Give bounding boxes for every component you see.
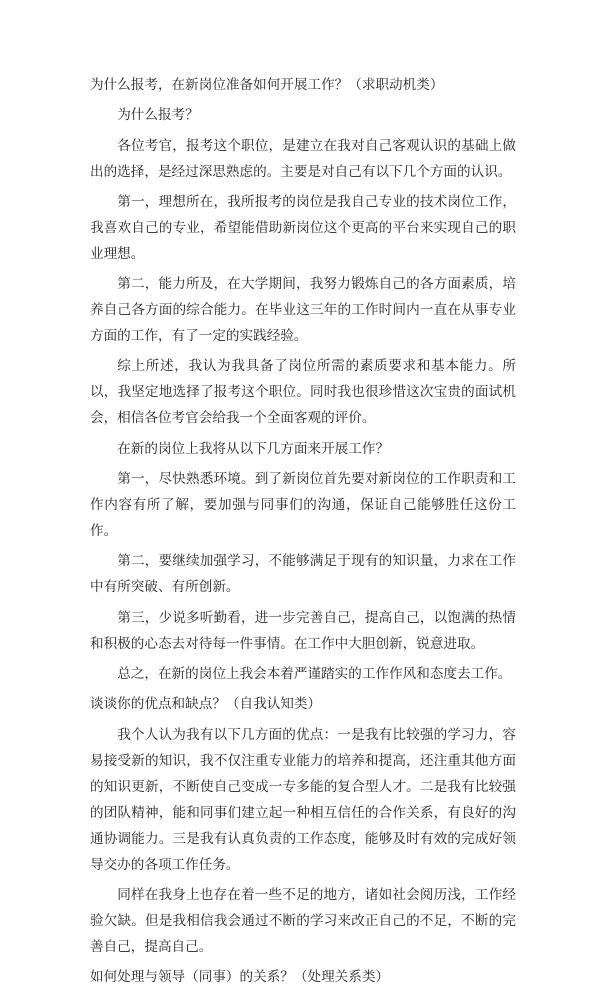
paragraph: 第二，能力所及，在大学期间，我努力锻炼自己的各方面素质，培养自己各方面的综合能力。在毕业这三年的工作时间内一直在从事专业方面的工作，有了一定的实践经验。: [90, 276, 516, 345]
paragraph: 第三，少说多听勤看，进一步完善自己，提高自己，以饱满的热情和积极的心态去对待每一件事情。在工作中大胆创新，锐意进取。: [90, 609, 516, 652]
heading-self-awareness: 谈谈你的优点和缺点？（自我认知类）: [90, 696, 322, 713]
subheading-why-apply: 为什么报考？: [117, 107, 199, 124]
paragraph: 我个人认为我有以下几方面的优点：一是我有比较强的学习力，容易接受新的知识，我不仅注重专业能力的培养和提高，还注重其他方面的知识更新，不断使自己变成一专多能的复合型人才。二是我有比较强的团队精神，能和同事们建立起一种相互信任的合作关系，有良好的沟通协调能力。三是我有认真负责的工作态度，能够及时有效的完成好领导交办的各项工作任务。: [90, 726, 516, 873]
heading-motivation: 为什么报考，在新岗位准备如何开展工作？（求职动机类）: [90, 77, 444, 93]
paragraph: 第一，尽快熟悉环境。到了新岗位首先要对新岗位的工作职责和工作内容有所了解，要加强与同事们的沟通，保证自己能够胜任这份工作。: [90, 471, 516, 540]
paragraph: 同样在我身上也存在着一些不足的地方，诸如社会阅历浅，工作经验欠缺。但是我相信我会通过不断的学习来改正自己的不足，不断的完善自己，提高自己。: [90, 886, 516, 955]
document-page: [90, 72, 516, 994]
paragraph: 总之，在新的岗位上我会本着严谨踏实的工作作风和态度去工作。: [117, 665, 512, 682]
subheading-work-plan: 在新的岗位上我将从以下几方面来开展工作？: [117, 440, 390, 457]
heading-relationships: 如何处理与领导（同事）的关系？（处理关系类）: [90, 969, 390, 986]
paragraph: 第一，理想所在，我所报考的岗位是我自己专业的技术岗位工作，我喜欢自己的专业，希望能借助新岗位这个更高的平台来实现自己的职业理想。: [90, 193, 516, 262]
paragraph: 各位考官，报考这个职位，是建立在我对自己客观认识的基础上做出的选择，是经过深思熟虑的。主要是对自己有以下几个方面的认识。: [90, 137, 516, 180]
paragraph: 第二，要继续加强学习，不能够满足于现有的知识量，力求在工作中有所突破、有所创新。: [90, 553, 516, 596]
paragraph: 综上所述，我认为我具备了岗位所需的素质要求和基本能力。所以，我坚定地选择了报考这个职位。同时我也很珍惜这次宝贵的面试机会，相信各位考官会给我一个全面客观的评价。: [90, 358, 516, 427]
